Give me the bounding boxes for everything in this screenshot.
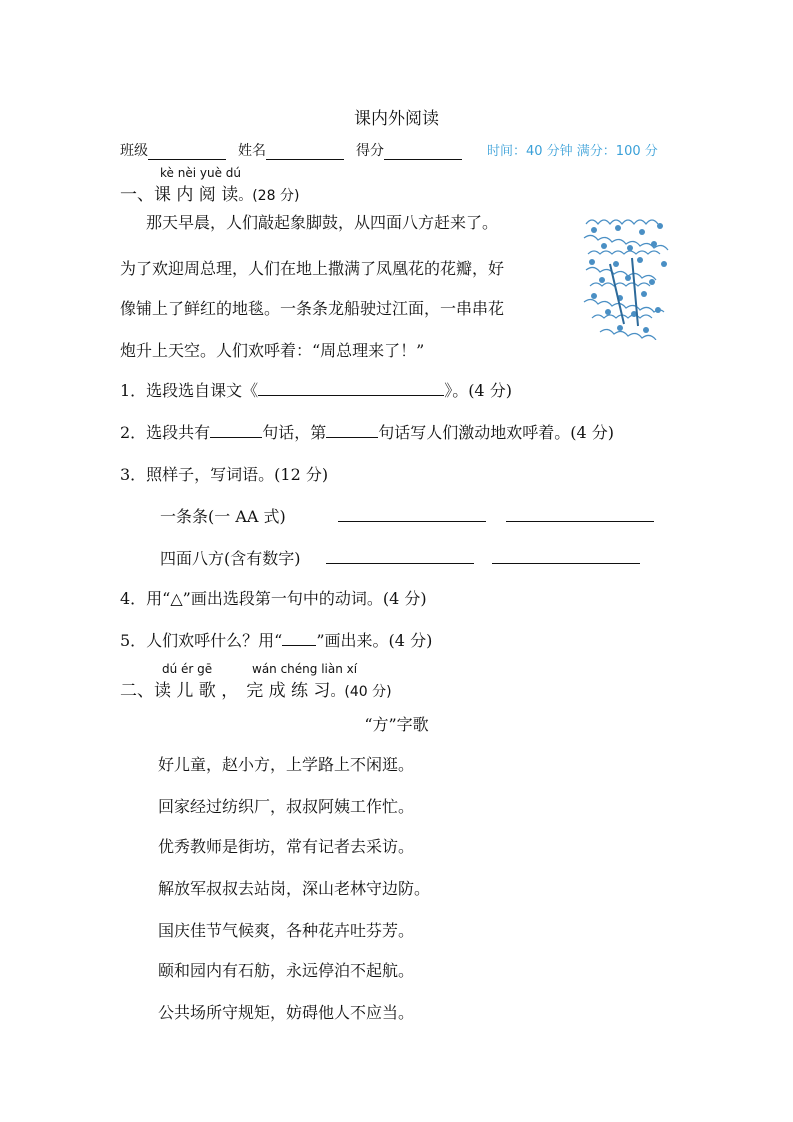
- poem-line-6: 颐和园内有石舫，永远停泊不起航。: [158, 961, 415, 980]
- section2-heading-b: 完 成 练 习: [246, 681, 331, 701]
- poem-line-7: 公共场所守规矩，妨碍他人不应当。: [158, 1003, 415, 1022]
- question-3-row-1-blank-1[interactable]: [338, 505, 486, 522]
- class-label: 班级: [120, 143, 148, 159]
- question-5-text-b: ”画出来。(4 分): [316, 631, 433, 650]
- question-1-text: 1．选段选自课文《: [120, 381, 259, 400]
- question-5: [120, 628, 432, 651]
- section2-heading-a: 二、读 儿 歌 ，: [120, 681, 239, 701]
- class-blank[interactable]: [148, 143, 226, 160]
- poem-line-5: 国庆佳节气候爽，各种花卉吐芬芳。: [158, 921, 415, 940]
- passage-line-3: 像铺上了鲜红的地毯。一条条龙船驶过江面，一串串花: [120, 299, 505, 318]
- poem-line-3: 优秀教师是街坊，常有记者去采访。: [158, 837, 415, 856]
- section2-heading: [120, 676, 392, 701]
- student-info-row: [120, 140, 462, 160]
- section2-pinyin-a: dú ér gē: [162, 662, 213, 676]
- section1-heading: [120, 180, 299, 205]
- page-title: 课内外阅读: [354, 109, 439, 129]
- question-3: 3．照样子，写词语。(12 分): [120, 465, 329, 484]
- poem-title: “方”字歌: [364, 715, 429, 734]
- question-2-blank-1[interactable]: [210, 421, 262, 438]
- question-2: [120, 420, 614, 443]
- section2-pinyin-b: wán chéng liàn xí: [252, 662, 358, 676]
- question-3-row-1-label: 一条条(一 AA 式): [160, 507, 286, 526]
- question-4: 4．用“△”画出选段第一句中的动词。(4 分): [120, 589, 427, 608]
- question-3-row-2-label: 四面八方(含有数字): [160, 549, 301, 568]
- question-3-row-2-blank-2[interactable]: [492, 547, 640, 564]
- section2-score: 。(40 分): [330, 684, 392, 700]
- festival-crowd-illustration: [580, 214, 672, 340]
- section1-pinyin: kè nèi yuè dú: [160, 166, 241, 180]
- question-5-text-a: 5．人们欢呼什么？用“: [120, 631, 283, 650]
- passage-line-2: 为了欢迎周总理，人们在地上撒满了凤凰花的花瓣，好: [120, 259, 505, 278]
- section1-score: 。(28 分): [238, 188, 300, 204]
- poem-line-2: 回家经过纺织厂，叔叔阿姨工作忙。: [158, 797, 415, 816]
- section1-heading-text: 一、课 内 阅 读: [120, 185, 239, 205]
- poem-line-4: 解放军叔叔去站岗，深山老林守边防。: [158, 879, 431, 898]
- question-2-text-b: 句话，第: [262, 423, 327, 442]
- score-label: 得分: [356, 143, 384, 159]
- question-2-text-c: 句话写人们激动地欢呼着。(4 分): [378, 423, 614, 442]
- question-2-text-a: 2．选段共有: [120, 423, 211, 442]
- question-5-underline-sample: [282, 629, 316, 646]
- name-label: 姓名: [238, 143, 266, 159]
- score-blank[interactable]: [384, 143, 462, 160]
- question-2-blank-2[interactable]: [326, 421, 378, 438]
- passage-line-4: 炮升上天空。人们欢呼着：“周总理来了！”: [120, 341, 425, 360]
- poem-line-1: 好儿童，赵小方，上学路上不闲逛。: [158, 755, 415, 774]
- passage-line-1: 那天早晨，人们敲起象脚鼓，从四面八方赶来了。: [146, 213, 499, 232]
- question-3-row-2-blank-1[interactable]: [326, 547, 474, 564]
- time-score-info: 时间：40 分钟 满分：100 分: [487, 144, 658, 159]
- question-1-score: 》。(4 分): [444, 381, 512, 400]
- question-3-row-1-blank-2[interactable]: [506, 505, 654, 522]
- name-blank[interactable]: [266, 143, 344, 160]
- question-1-blank[interactable]: [258, 379, 444, 396]
- question-1: [120, 378, 512, 401]
